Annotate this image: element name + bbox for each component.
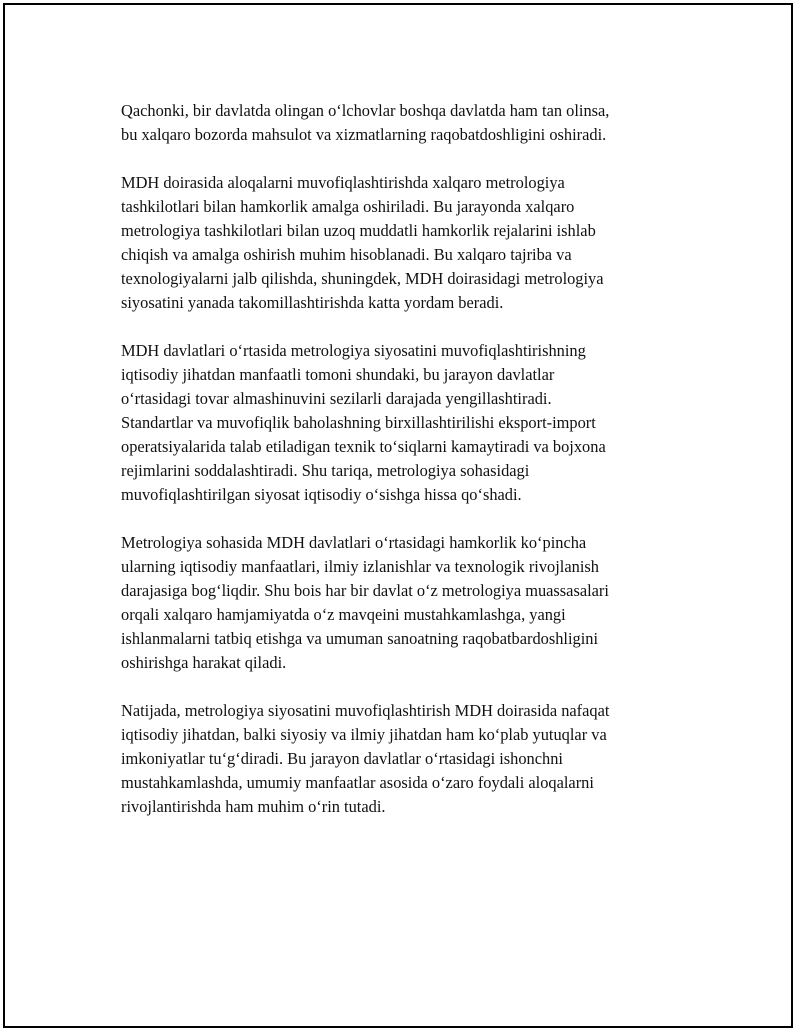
text-line: MDH doirasida aloqalarni muvofiqlashtirishda xalqaro metrologiya bbox=[121, 173, 565, 192]
text-line: muvofiqlashtirilgan siyosat iqtisodiy o‘sishga hissa qo‘shadi. bbox=[121, 485, 522, 504]
text-line: o‘rtasidagi tovar almashinuvini sezilarli darajada yengillashtiradi. bbox=[121, 389, 552, 408]
text-line: chiqish va amalga oshirish muhim hisoblanadi. Bu xalqaro tajriba va bbox=[121, 245, 572, 264]
text-line: Standartlar va muvofiqlik baholashning birxillashtirilishi eksport-import bbox=[121, 413, 596, 432]
document-body bbox=[121, 99, 701, 843]
page-frame bbox=[3, 3, 793, 1028]
paragraph-2 bbox=[121, 171, 701, 315]
text-line: ularning iqtisodiy manfaatlari, ilmiy izlanishlar va texnologik rivojlanish bbox=[121, 557, 599, 576]
text-line: oshirishga harakat qiladi. bbox=[121, 653, 287, 672]
text-line: metrologiya tashkilotlari bilan uzoq muddatli hamkorlik rejalarini ishlab bbox=[121, 221, 596, 240]
text-line: ishlanmalarni tatbiq etishga va umuman sanoatning raqobatbardoshligini bbox=[121, 629, 599, 648]
text-line: iqtisodiy jihatdan, balki siyosiy va ilmiy jihatdan ham ko‘plab yutuqlar va bbox=[121, 725, 607, 744]
text-line: iqtisodiy jihatdan manfaatli tomoni shundaki, bu jarayon davlatlar bbox=[121, 365, 555, 384]
text-line: texnologiyalarni jalb qilishda, shuningdek, MDH doirasidagi metrologiya bbox=[121, 269, 604, 288]
text-line: imkoniyatlar tu‘g‘diradi. Bu jarayon davlatlar o‘rtasidagi ishonchni bbox=[121, 749, 563, 768]
paragraph-4 bbox=[121, 531, 701, 675]
text-line: Natijada, metrologiya siyosatini muvofiqlashtirish MDH doirasida nafaqat bbox=[121, 701, 610, 720]
paragraph-1 bbox=[121, 99, 701, 147]
paragraph-3 bbox=[121, 339, 701, 507]
text-line: Qachonki, bir davlatda olingan o‘lchovlar boshqa davlatda ham tan olinsa, bbox=[121, 101, 610, 120]
text-line: Metrologiya sohasida MDH davlatlari o‘rtasidagi hamkorlik ko‘pincha bbox=[121, 533, 587, 552]
text-line: rivojlantirishda ham muhim o‘rin tutadi. bbox=[121, 797, 386, 816]
text-line: orqali xalqaro hamjamiyatda o‘z mavqeini mustahkamlashga, yangi bbox=[121, 605, 566, 624]
text-line: siyosatini yanada takomillashtirishda katta yordam beradi. bbox=[121, 293, 504, 312]
text-line: operatsiyalarida talab etiladigan texnik to‘siqlarni kamaytiradi va bojxona bbox=[121, 437, 606, 456]
text-line: darajasiga bog‘liqdir. Shu bois har bir davlat o‘z metrologiya muassasalari bbox=[121, 581, 609, 600]
text-line: mustahkamlashda, umumiy manfaatlar asosida o‘zaro foydali aloqalarni bbox=[121, 773, 594, 792]
text-line: tashkilotlari bilan hamkorlik amalga oshiriladi. Bu jarayonda xalqaro bbox=[121, 197, 575, 216]
text-line: bu xalqaro bozorda mahsulot va xizmatlarning raqobatdoshligini oshiradi. bbox=[121, 125, 607, 144]
text-line: MDH davlatlari o‘rtasida metrologiya siyosatini muvofiqlashtirishning bbox=[121, 341, 586, 360]
text-line: rejimlarini soddalashtiradi. Shu tariqa, metrologiya sohasidagi bbox=[121, 461, 530, 480]
paragraph-5 bbox=[121, 699, 701, 819]
